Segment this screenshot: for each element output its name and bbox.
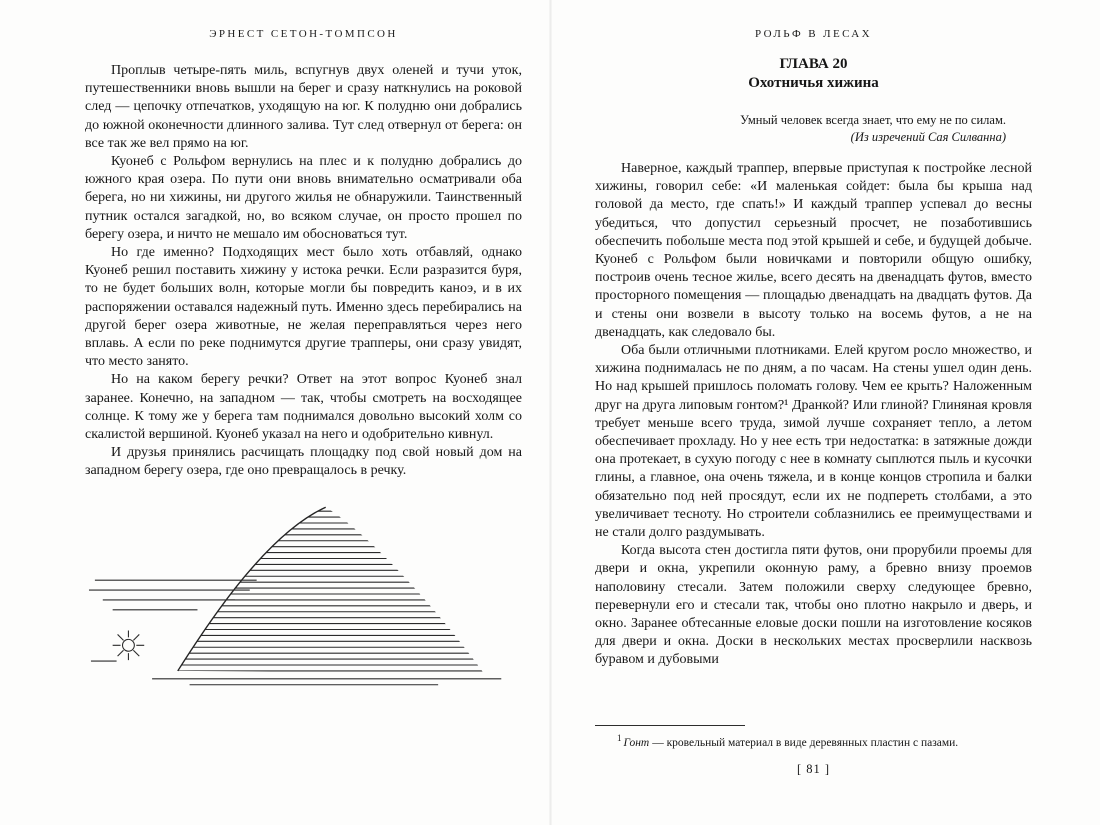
footnote-term: Гонт bbox=[623, 737, 650, 749]
paragraph: Оба были отличными плотниками. Елей кругом росло множество, и хижина поднималась не по дням, а по часам. На стены ушел один день. Но над крышей пришлось поломать голову. Чем ее крыть? Наложенным друг на друга липовым гонтом?¹ Дранкой? Или глиной? Глиняная кровля требует меньше всего труда, зимой лучше сохраняет тепло, а летом обеспечивает прохладу. Но у нее есть три недостатка: в затяжные дожди она протекает, в сухую погоду с нее в комнату сыплются пыль и кусочки глины, а главное, она очень тяжела, и в конце концов стропила и балки обязательно под ней просядут, если их не подпереть столбами, а это увеличивает тесноту. Но строители соблазнились ее преимуществами и не стали долго раздумывать. bbox=[595, 343, 1032, 541]
left-page-text bbox=[85, 62, 522, 481]
epigraph bbox=[595, 112, 1032, 145]
running-header-book-title: РОЛЬФ В ЛЕСАХ bbox=[754, 28, 872, 40]
footnote-divider bbox=[595, 725, 745, 726]
paragraph: Наверное, каждый траппер, впервые приступая к постройке лесной хижины, говорил себе: «И маленькая сойдет: была бы крыша над головой да место, где спать!» И каждый траппер успевал до весны убедиться, что допустил серьезный просчет, не позаботившись обеспечить побольше места под этой крышей и себе, и будущей добыче. Куонеб с Рольфом были новичками и повторили общую ошибку, построив очень тесное жилье, всего десять на двенадцать футов, вместо просторного помещения — площадью двенадцать на двадцать футов. Да и стены они возвели в высоту только на восемь футов, а не на двенадцать, как следовало бы. bbox=[595, 161, 1032, 340]
footnote-text: — кровельный материал в виде деревянных пластин с пазами. bbox=[652, 737, 959, 749]
footnote-marker: 1 bbox=[617, 733, 622, 744]
paragraph: И друзья принялись расчищать площадку под свой новый дом на западном берегу озера, где оно превращалось в речку. bbox=[85, 445, 522, 479]
footnote bbox=[595, 731, 1032, 751]
epigraph-text: Умный человек всегда знает, что ему не по силам. bbox=[740, 113, 1006, 127]
paragraph: Когда высота стен достигла пяти футов, они прорубили проемы для двери и окна, укрепили оконную раму, а бревно внизу проемов наполовину стесали. Затем положили сверху следующее бревно, перевернули его и стесали так, чтобы оно плотно накрыло и дверь, и окно. Заранее обтесанные еловые доски пошли на изготовление косяков для двери и окна. Доски в нескольких местах просверлили насквозь буравом и дубовыми bbox=[595, 543, 1032, 668]
chapter-title: Охотничья хижина bbox=[748, 75, 879, 91]
right-page bbox=[550, 0, 1100, 825]
lodge-sketch-illustration bbox=[85, 495, 522, 693]
paragraph: Проплыв четыре-пять миль, вспугнув двух оленей и тучи уток, путешественники вновь вышли на берег и сразу наткнулись на роковой след — цепочку отпечатков, уходящую на юг. К полудню они добрались до южной оконечности длинного залива. Тут след отвернул от берега: он все так же вел прямо на юг. bbox=[85, 63, 522, 151]
page-number: [ 81 ] bbox=[796, 762, 831, 776]
paragraph: Но на каком берегу речки? Ответ на этот вопрос Куонеб знал заранее. Конечно, на западном — так, чтобы смотреть на восходящее солнце. К тому же у берега там поднимался довольно высокий холм со скалистой вершиной. Куонеб указал на него и одобрительно кивнул. bbox=[85, 372, 522, 443]
chapter-number: ГЛАВА 20 bbox=[779, 56, 848, 72]
lodge-sketch-drawing bbox=[87, 495, 521, 693]
sun-icon bbox=[112, 630, 144, 660]
running-header-author: ЭРНЕСТ СЕТОН-ТОМПСОН bbox=[209, 28, 398, 40]
right-page-text bbox=[595, 160, 1032, 670]
epigraph-attribution: (Из изречений Сая Силванна) bbox=[850, 129, 1006, 144]
paragraph: Куонеб с Рольфом вернулись на плес и к полудню добрались до южного края озера. По пути они вновь внимательно осматривали оба берега, но ни хижины, ни другого жилья не обнаружили. Таинственный путник остался загадкой, но, во всяком случае, он просто прошел по берегу озера, и ничто не мешало им обосноваться тут. bbox=[85, 154, 522, 242]
paragraph: Но где именно? Подходящих мест было хоть отбавляй, однако Куонеб решил поставить хижину у истока речки. Если разразится буря, то не будет больших волн, которые могли бы повредить каноэ, и в их распоряжении оставался надежный путь. Именно здесь перебирались на другой берег озера животные, не желая переправляться через него вплавь. А если по реке поднимутся другие трапперы, они сразу увидят, что место занято. bbox=[85, 245, 522, 370]
